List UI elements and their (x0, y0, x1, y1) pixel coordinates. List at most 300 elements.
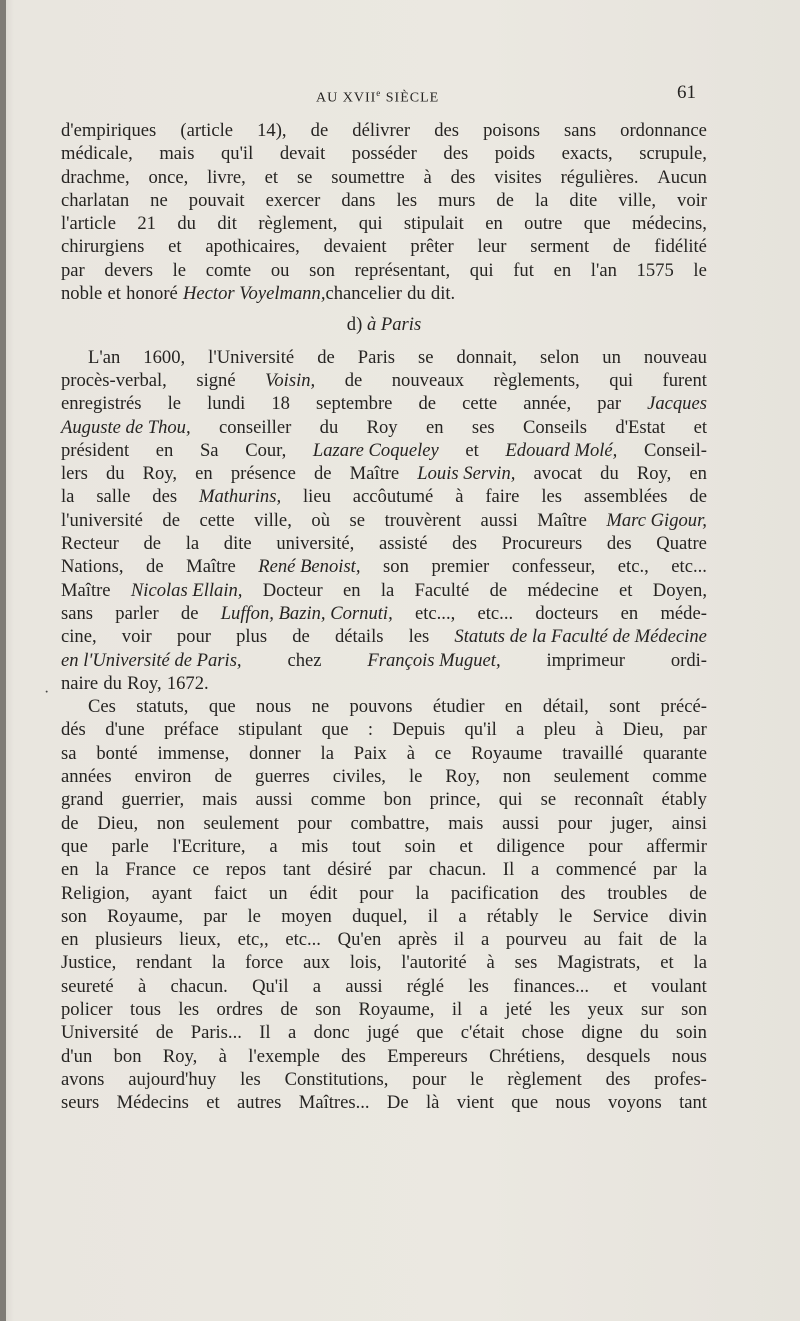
word: diligence (496, 835, 565, 857)
word: a (516, 719, 525, 741)
word: salle (96, 486, 131, 508)
text-line (61, 532, 707, 555)
word: pouvait (188, 189, 245, 211)
text-line (61, 998, 707, 1021)
word: à (486, 952, 495, 974)
word: pour (359, 882, 394, 904)
word: étudier (432, 696, 485, 718)
word: et (465, 439, 479, 461)
word: de (280, 998, 298, 1020)
word: la (380, 579, 395, 601)
word: assisté (378, 533, 428, 555)
word: digne (581, 1022, 623, 1044)
word: sont (609, 696, 641, 718)
text-line (61, 858, 707, 881)
word: les (396, 189, 418, 211)
word: il (427, 905, 439, 927)
word: Maître (186, 556, 236, 578)
word: 1600, (143, 346, 186, 368)
word: dite (569, 189, 598, 211)
word: et (693, 416, 707, 438)
word: qui (358, 213, 383, 235)
word: profes- (654, 1068, 707, 1090)
word: du (600, 463, 619, 485)
word: sur (641, 998, 664, 1020)
word: ayant (151, 882, 192, 904)
word: pourveu (505, 929, 567, 951)
word: plusieurs (95, 929, 163, 951)
word: bon (383, 789, 412, 811)
text-line (61, 509, 707, 532)
word: nous (256, 696, 292, 718)
word: se (418, 346, 434, 368)
word: à (455, 486, 464, 508)
word: il (453, 929, 465, 951)
text-line (61, 392, 707, 415)
word: procès-verbal, (61, 369, 167, 391)
word: sans (61, 602, 94, 624)
word: fut (513, 259, 534, 281)
word: à (423, 166, 432, 188)
word: Maître (61, 579, 111, 601)
word: du (105, 463, 125, 485)
word: exacts, (561, 143, 613, 165)
text-line (61, 462, 707, 485)
word: enregistrés (61, 393, 142, 415)
text-line (61, 1021, 707, 1044)
word: règlement, (258, 213, 338, 235)
word: : (367, 719, 374, 741)
word: détails (334, 626, 384, 648)
word: ville, (254, 509, 292, 531)
word: honoré (126, 283, 178, 305)
word: que (208, 696, 236, 718)
word: pour (412, 1068, 447, 1090)
word: tout (351, 835, 381, 857)
word: au (583, 929, 602, 951)
word: des (152, 486, 178, 508)
word: chose (521, 1022, 564, 1044)
text-line (61, 212, 707, 235)
text-line (61, 142, 707, 165)
running-head (316, 88, 439, 107)
word: médicale, (61, 143, 133, 165)
word: avons (61, 1068, 105, 1090)
word: 1575 (636, 259, 674, 281)
text-line (61, 259, 707, 282)
word: voulant (651, 975, 707, 997)
word: lundi (207, 393, 246, 415)
word: de (496, 189, 514, 211)
word: Recteur (61, 533, 119, 555)
word: devait (279, 143, 326, 165)
italic-word: René Benoist, (258, 556, 361, 578)
word: chez (287, 649, 322, 671)
word: Justice, (61, 952, 117, 974)
word: où (311, 509, 330, 531)
italic-word: Marc Gigour, (606, 509, 707, 531)
word: son (309, 259, 335, 281)
word: Magistrats, (557, 952, 641, 974)
section-title: à Paris (366, 314, 422, 336)
word: des (434, 120, 460, 141)
word: ordonnance (620, 120, 707, 141)
word: du (319, 416, 339, 438)
text-line (61, 369, 707, 392)
word: desquels (586, 1045, 651, 1067)
word: Maître (349, 463, 400, 485)
word: stipulait (403, 213, 464, 235)
text-line (61, 1091, 707, 1114)
word: à (406, 742, 415, 764)
word: voyons (607, 1092, 662, 1114)
word: trouvèrent (384, 509, 461, 531)
word: ville, (618, 189, 657, 211)
word: c'était (460, 1022, 505, 1044)
word: président (61, 439, 130, 461)
word: le (167, 393, 182, 415)
word: les (541, 486, 562, 508)
word: étably (661, 789, 707, 811)
word: statuts, (136, 696, 189, 718)
word: là (425, 1092, 440, 1114)
word: de (489, 579, 508, 601)
word: de (146, 556, 164, 578)
word: dit. (430, 283, 456, 305)
word: par (597, 393, 622, 415)
word: Aucun (657, 166, 707, 188)
word: confesseur, (511, 556, 596, 578)
section-heading (61, 313, 707, 336)
word: seurs (61, 1092, 100, 1114)
stray-mark: · (44, 684, 50, 701)
word: fait (617, 929, 643, 951)
word: soin (404, 835, 436, 857)
word: donc (313, 1022, 350, 1044)
word: rétably (486, 905, 539, 927)
word: cette (199, 509, 235, 531)
word: des (341, 1045, 366, 1067)
word: Religion, (61, 882, 130, 904)
word: apothicaires, (205, 236, 300, 258)
word: voir (677, 189, 707, 211)
word: Empereurs (387, 1045, 468, 1067)
word: autres (237, 1092, 282, 1114)
word: Conseil- (643, 439, 707, 461)
italic-word: Mathurins, (198, 486, 282, 508)
word: comte (205, 259, 252, 281)
text-line (61, 812, 707, 835)
word: non (502, 766, 531, 788)
word: préface (164, 719, 219, 741)
running-head-prefix: AU XVII (316, 90, 377, 106)
word: médecins, (632, 213, 707, 235)
word: avocat (533, 463, 583, 485)
word: Qu'en (337, 929, 382, 951)
word: docteurs (535, 602, 599, 624)
word: le (558, 905, 573, 927)
word: dite (223, 533, 252, 555)
word: mais (448, 812, 484, 834)
word: guerres (255, 766, 310, 788)
word: ce (434, 742, 452, 764)
word: repos (225, 859, 267, 881)
text-line (61, 555, 707, 578)
word: les (549, 998, 571, 1020)
word: d) à Paris (346, 314, 422, 336)
word: les (468, 975, 489, 997)
word: Royaume (471, 742, 543, 764)
word: non (156, 812, 185, 834)
word: que (321, 719, 349, 741)
word: yeux (587, 998, 624, 1020)
word: donnait, (456, 346, 517, 368)
word: Quatre (656, 533, 707, 555)
word: jugé (367, 1022, 400, 1044)
word: en (620, 602, 639, 624)
running-head-superscript: e (376, 88, 382, 98)
word: Il (259, 1022, 271, 1044)
word: Chrétiens, (489, 1045, 566, 1067)
word: de (689, 882, 707, 904)
word: se (540, 789, 557, 811)
word: Maîtres... (298, 1092, 370, 1114)
word: que (511, 1092, 539, 1114)
word: sans (564, 120, 597, 141)
word: commencé (555, 859, 637, 881)
word: présence (230, 463, 296, 485)
word: Sa (199, 439, 219, 461)
word: a (530, 859, 540, 881)
word: Depuis (392, 719, 446, 741)
word: se (296, 166, 313, 188)
word: visites (494, 166, 542, 188)
word: en (155, 439, 174, 461)
word: a (480, 929, 490, 951)
word: en (485, 213, 503, 235)
word: etc..., (414, 602, 456, 624)
italic-word: en l'Université de Paris, (61, 649, 242, 671)
text-line (61, 346, 707, 369)
word: Il (502, 859, 515, 881)
word: chancelier (325, 283, 402, 305)
word: aujourd'huy (128, 1068, 217, 1090)
word: régulières. (560, 166, 639, 188)
word: charlatan (61, 189, 130, 211)
text-line (61, 439, 707, 462)
word: la (185, 533, 200, 555)
word: de (313, 463, 332, 485)
word: naire (61, 672, 99, 694)
word: Nations, (61, 556, 124, 578)
word: qui (498, 789, 523, 811)
word: l'an (590, 259, 617, 281)
word: quarante (642, 742, 707, 764)
word: des (560, 882, 586, 904)
text-line (61, 485, 707, 508)
word: noble (61, 283, 103, 305)
word: par (683, 719, 707, 741)
word: etc... (477, 602, 514, 624)
word: détail, (542, 696, 589, 718)
word: tant (282, 859, 311, 881)
word: méde- (660, 602, 707, 624)
word: Roy, (445, 766, 480, 788)
word: médecine (527, 579, 599, 601)
word: Cour, (245, 439, 287, 461)
word: la (693, 929, 707, 951)
text-line (61, 695, 707, 718)
word: de (689, 486, 707, 508)
word: et (459, 835, 473, 857)
text-line (61, 119, 707, 142)
italic-word: Voisin, (265, 369, 316, 391)
word: Paris... (190, 1022, 242, 1044)
word: son (681, 998, 707, 1020)
word: cine, (61, 626, 97, 648)
word: Roy, (636, 463, 672, 485)
word: et (613, 975, 627, 997)
word: réglé (406, 975, 444, 997)
word: cette (462, 393, 498, 415)
word: de (180, 602, 199, 624)
word: de (292, 626, 310, 648)
word: représentant, (354, 259, 451, 281)
word: nouveaux (391, 369, 465, 391)
word: etc,, (237, 929, 269, 951)
word: chacun. (428, 859, 487, 881)
word: etc... (285, 929, 321, 951)
word: imprimeur (546, 649, 625, 671)
word: il (451, 998, 463, 1020)
word: ne (311, 696, 330, 718)
text-line (61, 672, 707, 695)
word: parle (111, 835, 149, 857)
text-line (61, 189, 707, 212)
word: L'an (88, 346, 121, 368)
word: a (458, 905, 467, 927)
word: environ (134, 766, 192, 788)
word: l'exemple (248, 1045, 320, 1067)
word: ses (514, 952, 538, 974)
word: de (155, 1022, 174, 1044)
page-number: 61 (677, 82, 696, 103)
word: pour (558, 812, 593, 834)
word: mis (301, 835, 329, 857)
word: septembre (315, 393, 393, 415)
word: le (693, 259, 707, 281)
word: bon (113, 1045, 142, 1067)
word: ce (192, 859, 210, 881)
word: année, (523, 393, 572, 415)
word: etc... (671, 556, 707, 578)
word: Dieu, (622, 719, 664, 741)
word: 1672. (166, 672, 209, 694)
word: Université (61, 1022, 139, 1044)
word: des (606, 533, 632, 555)
word: reconnaît (574, 789, 644, 811)
word: posséder (351, 143, 417, 165)
word: d'un (61, 1045, 93, 1067)
word: civiles, (332, 766, 386, 788)
text-line (61, 742, 707, 765)
word: qu'il (464, 719, 497, 741)
word: ordi- (670, 649, 707, 671)
word: pouvons (349, 696, 413, 718)
word: en (61, 859, 79, 881)
word: Roy, (142, 463, 178, 485)
text-line (61, 166, 707, 189)
italic-word: Hector Voyelmann, (182, 283, 326, 305)
word: sa (61, 742, 77, 764)
word: nous (671, 1045, 707, 1067)
word: affermir (646, 835, 707, 857)
word: plus (236, 626, 268, 648)
italic-word: François Muguet, (367, 649, 501, 671)
word: du (640, 1022, 659, 1044)
word: son (61, 905, 87, 927)
word: qui (469, 259, 494, 281)
word: aussi (345, 975, 383, 997)
text-line (61, 579, 707, 602)
word: signé (196, 369, 236, 391)
word: Conseils (522, 416, 588, 438)
word: années (61, 766, 112, 788)
word: la (211, 952, 226, 974)
text-line (61, 625, 707, 648)
word: par (388, 859, 413, 881)
word: scrupule, (639, 143, 707, 165)
word: bonté (96, 742, 138, 764)
text-line (61, 1045, 707, 1068)
word: a (312, 975, 322, 997)
word: à (595, 719, 604, 741)
word: guerrier, (121, 789, 185, 811)
word: Royaume, (107, 905, 184, 927)
word: faire (485, 486, 520, 508)
word: dans (341, 189, 376, 211)
word: des (452, 533, 477, 555)
page-header (0, 82, 800, 112)
word: comme (652, 766, 707, 788)
word: que (416, 1022, 444, 1044)
word: un (268, 882, 288, 904)
text-line (61, 928, 707, 951)
word: Docteur (262, 579, 323, 601)
word: Royaume, (358, 998, 435, 1020)
word: de (143, 533, 162, 555)
word: que (61, 835, 88, 857)
word: De (386, 1092, 409, 1114)
word: accôutumé (352, 486, 434, 508)
word: de (162, 509, 180, 531)
word: conseiller (219, 416, 292, 438)
word: policer (61, 998, 113, 1020)
word: de (317, 346, 335, 368)
word: rendant (136, 952, 192, 974)
word: soumettre (331, 166, 405, 188)
word: aussi (255, 789, 293, 811)
word: nouveau (643, 346, 707, 368)
word: duquel, (352, 905, 408, 927)
word: Service (592, 905, 649, 927)
word: mais (159, 143, 195, 165)
word: et (107, 283, 121, 305)
word: 14), (257, 120, 287, 141)
word: en (342, 579, 361, 601)
word: Procureurs (501, 533, 583, 555)
word: le (408, 766, 423, 788)
